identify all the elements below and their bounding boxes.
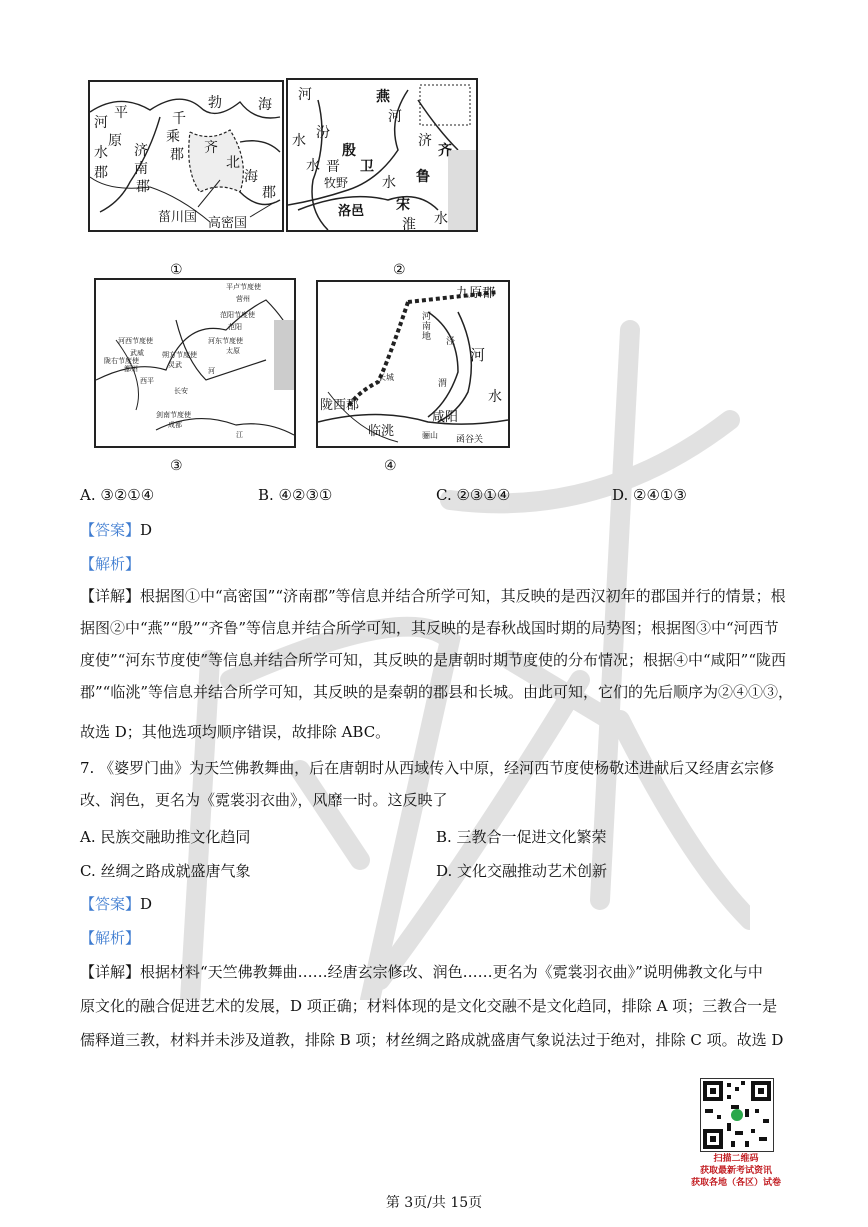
map2-label: 河 [388,109,402,125]
q6-option-b: B. ④②③① [258,486,333,504]
map3-label: 范阳节度使 [220,311,255,319]
map2-label: 齐 [438,143,452,159]
map3-label: 平卢节度使 [226,283,261,291]
map1-label: 勃 [208,95,222,111]
map2-label: 宋 [396,197,410,213]
map3-label: 范阳 [228,323,242,331]
q6-option-d: D. ②④①③ [612,486,687,504]
q7-option-a: A. 民族交融助推文化趋同 [80,828,251,846]
q6-analysis-tag: 【解析】 [80,555,141,573]
map2-label: 牧野 [324,176,349,190]
map1-label: 郡 [170,147,184,163]
map2-label: 汾 [316,125,330,141]
qr-caption-line: 获取各地（各区）试卷 [690,1178,781,1188]
map2-label: 晋 [326,159,340,175]
map4-label: 咸阳 [432,410,459,425]
map1-label: 水 [94,145,108,161]
map2-label: 水 [434,211,448,227]
q7-detail-line: 原文化的融合促进艺术的发展，D 项正确；材料体现的是文化交融不是文化趋同，排除 A 项；三教合一是 [80,997,778,1015]
map4-label: 水 [488,389,502,405]
q6-detail-line: 度使”“河东节度使”等信息并结合所学可知，其反映的是唐朝时期节度使的分布情况；根据④中“咸阳”“陇西 [80,651,787,669]
q7-analysis-tag: 【解析】 [80,929,141,947]
map4-label: 长城 [378,373,394,382]
map4-label: 渭 [438,379,448,389]
map1-label: 乘 [166,129,180,145]
map3-label: 朔方节度使 [162,351,197,359]
map2-label: 河 [298,87,312,103]
map1-label: 菑川国 [158,210,198,225]
map1-label: 齐 [204,140,218,156]
q7-stem-line: 改、润色，更名为《霓裳羽衣曲》，风靡一时。这反映了 [80,791,448,809]
q6-detail-line: 故选 D；其他选项均顺序错误，故排除 ABC。 [80,723,391,741]
q7-answer-value: D [140,895,153,913]
q7-option-b: B. 三教合一促进文化繁荣 [436,828,607,846]
q6-option-c: C. ②③①④ [436,486,511,504]
map1-label: 海 [244,169,258,185]
map3-label: 长安 [174,387,188,395]
map1-label: 南 [134,161,148,177]
map2-label: 淮 [402,217,416,232]
map3-label: 剑南节度使 [156,411,191,419]
map3-label: 鄯州 [124,365,138,373]
qr-code[interactable] [700,1078,774,1152]
map3-label: 江 [236,431,243,439]
map1-label: 高密国 [208,216,248,231]
map4-label: 临洮 [368,424,395,439]
map4-label: 函谷关 [456,435,484,445]
map1-label: 济 [134,143,148,159]
map4-label: 泾 [446,337,456,347]
map-3-caption: ③ [170,458,183,474]
q7-option-d: D. 文化交融推动艺术创新 [436,862,608,880]
q6-detail-line: 据图②中“燕”“殷”“齐鲁”等信息并结合所学可知，其反映的是春秋战国时期的局势图；根据图③中“河西节 [80,619,779,637]
map2-label: 殷 [342,143,356,159]
map2-label: 鲁 [416,169,430,185]
q7-detail-line: 【详解】根据材料“天竺佛教舞曲……经唐玄宗修改、润色……更名为《霓裳羽衣曲》”说明佛教文化与中 [80,963,763,981]
map-2-spring-autumn [286,78,478,232]
map1-label: 千 [172,111,186,127]
map1-label: 河 [94,115,108,131]
map2-label: 燕 [376,89,390,105]
map3-label: 武威 [130,349,144,357]
map2-label: 济 [418,133,432,149]
map3-label: 成都 [168,421,182,429]
map-3-tang-jiedushi [94,278,296,448]
map1-label: 郡 [262,185,276,201]
map4-label: 陇西郡 [320,398,360,413]
q7-answer [80,894,152,914]
map2-label: 水 [292,133,306,149]
map3-label: 河东节度使 [208,337,243,345]
map3-label: 营州 [236,295,250,303]
map-2-caption: ② [393,262,406,278]
map2-label: 水 [306,158,320,174]
map3-label: 陇右节度使 [104,357,139,365]
map1-label: 海 [258,97,272,113]
q6-detail-line: 【详解】根据图①中“高密国”“济南郡”等信息并结合所学可知，其反映的是西汉初年的郡国并行的情景；根 [80,587,786,605]
q6-answer-tag: 【答案】 [80,521,141,539]
qr-caption-line: 扫描二维码 [713,1154,759,1164]
map2-label: 水 [382,175,396,191]
map2-label: 卫 [360,159,374,175]
q7-stem-line: 7. 《婆罗门曲》为天竺佛教舞曲，后在唐朝时从西域传入中原，经河西节度使杨敬述进献后又经唐玄宗修 [80,759,775,777]
qr-code-pattern [701,1079,773,1151]
q6-answer-value: D [140,521,153,539]
q7-detail-line: 儒释道三教，材料并未涉及道教，排除 B 项；材丝绸之路成就盛唐气象说法过于绝对，排除 C 项。故选 D [80,1031,784,1049]
map-1-western-han [88,80,284,232]
map3-label: 河西节度使 [118,337,153,345]
map3-label: 西平 [140,377,154,385]
map4-label: 九原郡 [456,286,496,301]
map1-label: 北 [226,155,240,171]
map-4-caption: ④ [384,458,397,474]
map1-label: 郡 [136,179,150,195]
map1-label: 原 [108,133,122,149]
map1-label: 平 [114,105,128,121]
map3-label: 灵武 [168,361,182,369]
map2-label: 洛邑 [338,204,365,219]
q7-answer-tag: 【答案】 [80,895,141,913]
map-1-caption: ① [170,262,183,278]
map-4-qin [316,280,510,448]
q7-option-c: C. 丝绸之路成就盛唐气象 [80,862,251,880]
q6-detail-line: 郡”“临洮”等信息并结合所学可知，其反映的是秦朝的郡县和长城。由此可知，它们的先后顺序为②④①③， [80,683,794,701]
map1-label: 郡 [94,165,108,181]
map4-label: 河南地 [422,312,432,342]
map3-label: 河 [208,367,215,375]
map4-label: 骊山 [422,431,438,440]
map3-label: 太原 [226,347,240,355]
q6-option-a: A. ③②①④ [80,486,155,504]
map4-label: 河 [470,346,486,364]
page-number: 第 3页/共 15页 [385,1195,483,1211]
q6-answer [80,520,152,540]
qr-caption-line: 获取最新考试资讯 [699,1166,772,1176]
